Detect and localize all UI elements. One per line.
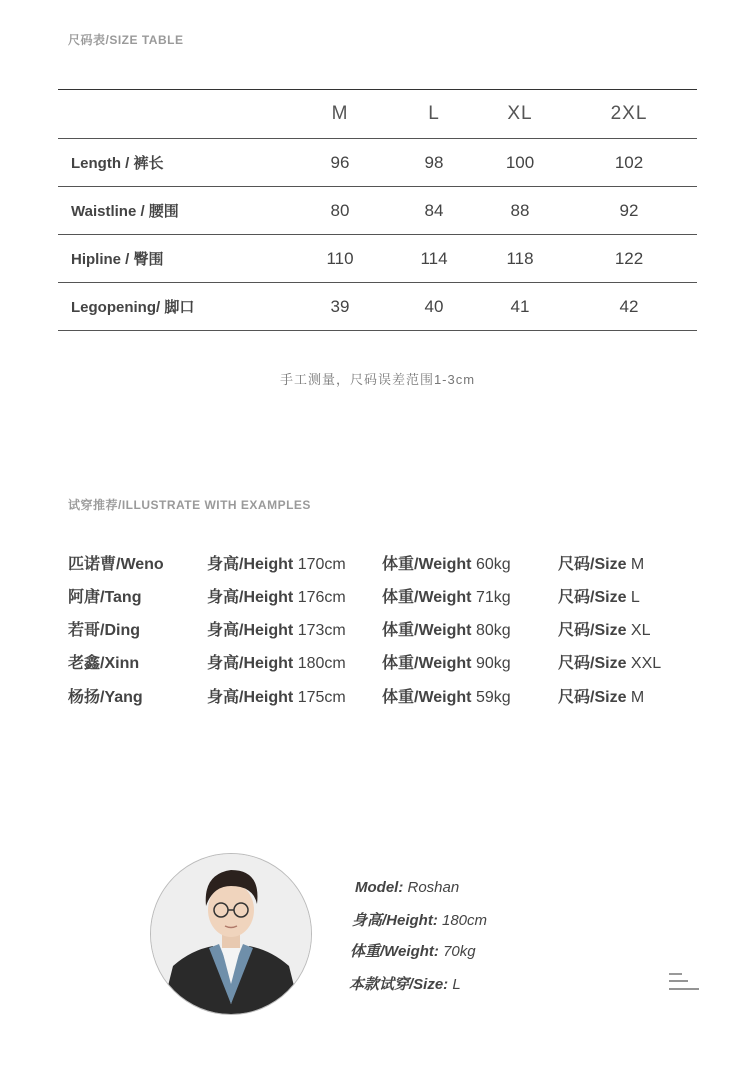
example-name: 老鑫/Xinn <box>68 655 140 672</box>
model-size-line <box>349 973 461 994</box>
weight-label: 体重/Weight <box>382 622 472 639</box>
height-value: 173cm <box>297 622 346 639</box>
model-label: Model: <box>355 879 404 896</box>
weight-label: 体重/Weight <box>382 655 472 672</box>
row-label: Waistline / 腰围 <box>58 187 291 235</box>
model-weight-label: 体重/Weight: <box>350 943 439 960</box>
header-cell: 2XL <box>561 90 697 139</box>
example-row <box>0 584 750 606</box>
size-label: 尺码/Size <box>558 556 627 573</box>
table-cell: 100 <box>479 139 561 187</box>
header-cell: L <box>389 90 479 139</box>
table-cell: 84 <box>389 187 479 235</box>
table-cell: 122 <box>561 235 697 283</box>
row-label: Length / 裤长 <box>58 139 291 187</box>
header-cell <box>58 90 291 139</box>
table-cell: 114 <box>389 235 479 283</box>
table-row <box>58 235 697 283</box>
model-photo <box>150 853 312 1015</box>
size-table-header <box>58 90 697 139</box>
model-name-line <box>355 879 459 896</box>
example-name: 杨扬/Yang <box>68 689 143 706</box>
height-value: 175cm <box>297 689 346 706</box>
table-cell: 39 <box>291 283 389 331</box>
table-cell: 98 <box>389 139 479 187</box>
table-cell: 110 <box>291 235 389 283</box>
table-cell: 118 <box>479 235 561 283</box>
height-label: 身高/Height <box>207 589 294 606</box>
header-cell: M <box>291 90 389 139</box>
size-value: XXL <box>630 655 662 672</box>
height-label: 身高/Height <box>207 689 294 706</box>
table-row <box>58 139 697 187</box>
model-name: Roshan <box>407 879 460 896</box>
table-cell: 80 <box>291 187 389 235</box>
model-weight: 70kg <box>443 943 476 960</box>
table-row <box>58 187 697 235</box>
size-value: L <box>630 589 640 606</box>
model-size: L <box>452 976 461 993</box>
table-cell: 102 <box>561 139 697 187</box>
table-cell: 42 <box>561 283 697 331</box>
weight-value: 80kg <box>475 622 511 639</box>
example-name: 阿唐/Tang <box>68 589 142 606</box>
examples-section-title: 试穿推荐/ILLUSTRATE WITH EXAMPLES <box>68 498 311 512</box>
size-value: M <box>630 556 645 573</box>
height-label: 身高/Height <box>207 622 294 639</box>
menu-lines-icon[interactable] <box>668 972 700 992</box>
table-cell: 40 <box>389 283 479 331</box>
example-row <box>0 617 750 639</box>
height-value: 180cm <box>297 655 346 672</box>
weight-label: 体重/Weight <box>382 689 472 706</box>
model-size-label: 本款试穿/Size: <box>349 976 449 993</box>
table-cell: 41 <box>479 283 561 331</box>
height-value: 176cm <box>297 589 346 606</box>
height-label: 身高/Height <box>207 655 294 672</box>
example-name: 匹诺曹/Weno <box>68 556 164 573</box>
size-label: 尺码/Size <box>558 589 627 606</box>
size-label: 尺码/Size <box>558 689 627 706</box>
table-cell: 92 <box>561 187 697 235</box>
weight-label: 体重/Weight <box>382 589 472 606</box>
size-table <box>58 89 697 331</box>
weight-value: 71kg <box>475 589 511 606</box>
size-value: M <box>630 689 645 706</box>
height-value: 170cm <box>297 556 346 573</box>
row-label: Hipline / 臀围 <box>58 235 291 283</box>
row-label: Legopening/ 脚口 <box>58 283 291 331</box>
example-name: 若哥/Ding <box>68 622 140 639</box>
example-row <box>0 650 750 672</box>
model-weight-line <box>350 940 476 961</box>
size-value: XL <box>630 622 651 639</box>
table-cell: 96 <box>291 139 389 187</box>
size-label: 尺码/Size <box>558 655 627 672</box>
model-height: 180cm <box>442 912 488 929</box>
weight-value: 90kg <box>475 655 511 672</box>
example-row <box>0 684 750 706</box>
table-row <box>58 283 697 331</box>
weight-value: 59kg <box>475 689 511 706</box>
height-label: 身高/Height <box>207 556 294 573</box>
table-cell: 88 <box>479 187 561 235</box>
header-cell: XL <box>479 90 561 139</box>
model-height-line <box>352 909 487 930</box>
example-row <box>0 551 750 573</box>
model-height-label: 身高/Height: <box>352 912 438 929</box>
weight-value: 60kg <box>475 556 511 573</box>
weight-label: 体重/Weight <box>382 556 472 573</box>
measurement-note: 手工测量，尺码误差范围1-3cm <box>279 372 476 387</box>
size-section-title: 尺码表/SIZE TABLE <box>68 33 184 47</box>
size-label: 尺码/Size <box>558 622 627 639</box>
